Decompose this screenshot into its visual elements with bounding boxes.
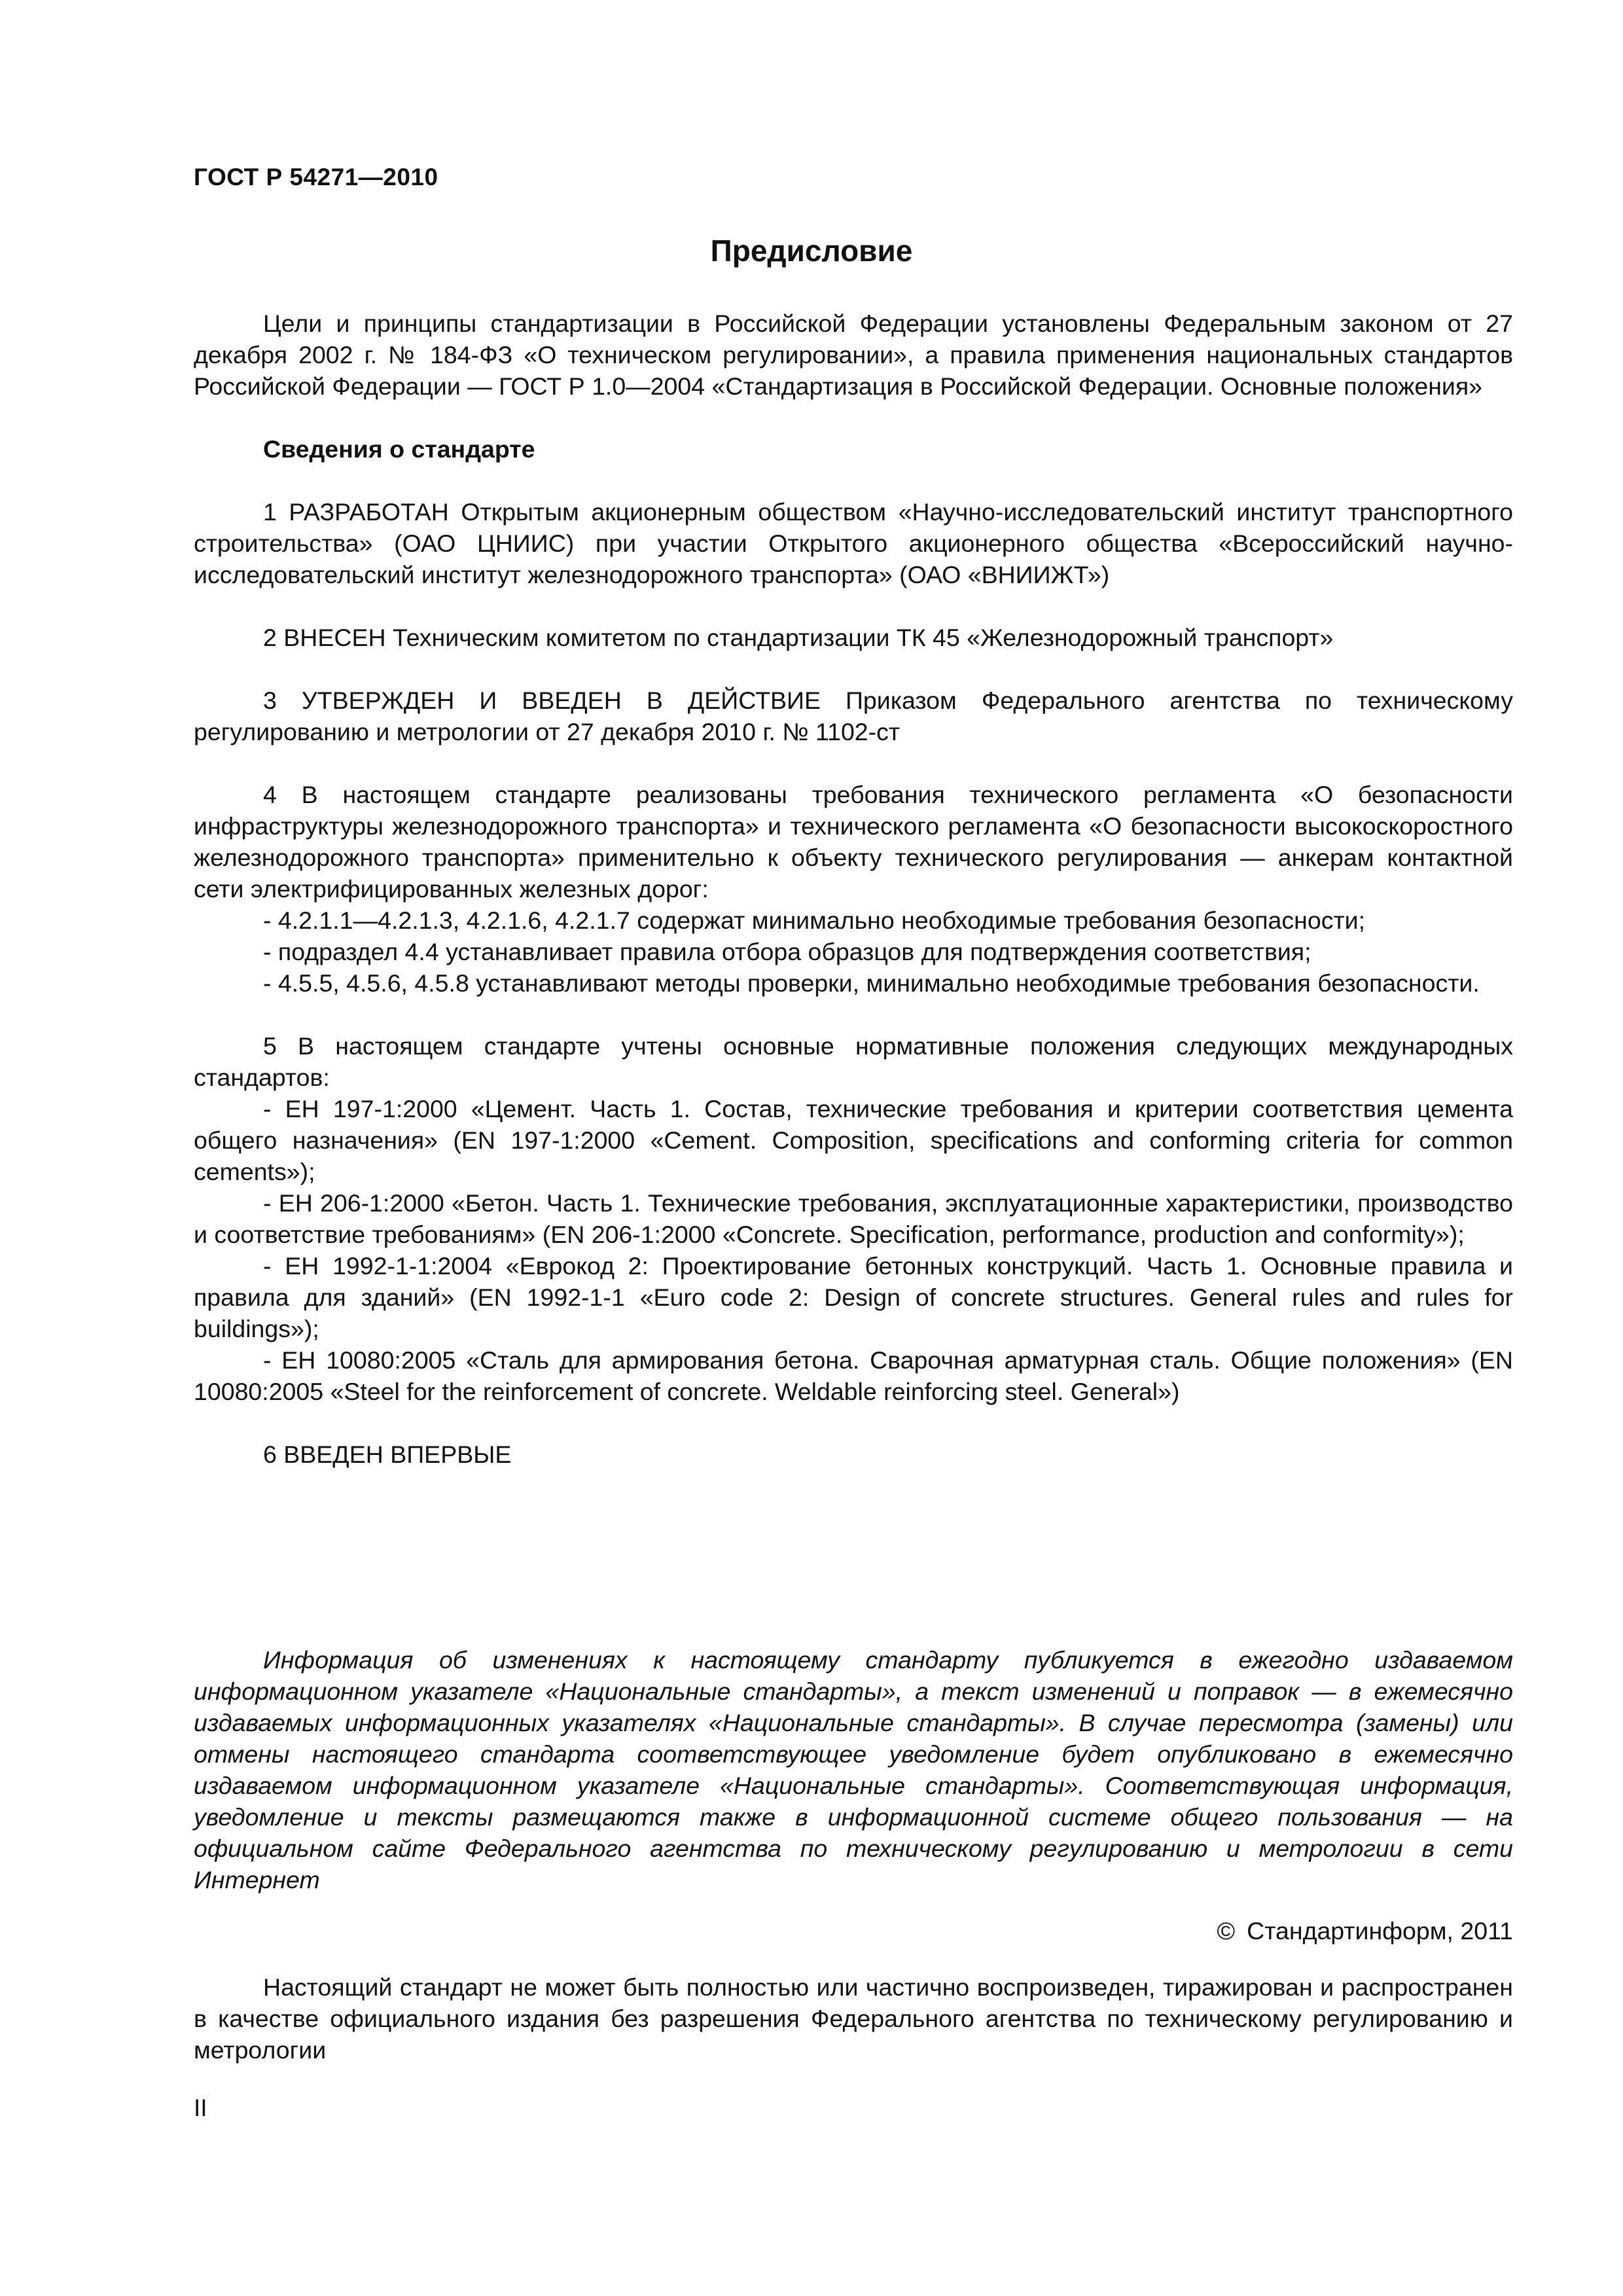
item-5-paragraph: 5 В настоящем стандарте учтены основные нормативные положения следующих международных стандартов: (194, 1032, 1513, 1091)
copyright-line (1217, 1915, 1513, 1946)
item-5-sub-3: - ЕН 1992-1-1:2004 «Еврокод 2: Проектирование бетонных конструкций. Часть 1. Основные правила и правила для зданий» (EN 1992-1-1 «Euro code 2: Design of concrete structures. General rules and rules for buildings»); (194, 1252, 1513, 1342)
item-4-paragraph: 4 В настоящем стандарте реализованы требования технического регламента «О безопасности инфраструктуры железнодорожного транспорта» и технического регламента «О безопасности высокоскоростного железнодорожного транспорта» применительно к объекту технического регулирования — анкерам контактной сети электрифицированных железных дорог: (194, 781, 1513, 903)
copyright-icon: © (1217, 1917, 1236, 1945)
item-1-paragraph: 1 РАЗРАБОТАН Открытым акционерным обществом «Научно-исследовательский институт транспортного строительства» (ОАО ЦНИИС) при участии Открытого акционерного общества «Всероссийский научно-исследовательский институт железнодорожного транспорта» (ОАО «ВНИИЖТ») (194, 498, 1513, 588)
item-4-sub-1: - 4.2.1.1—4.2.1.3, 4.2.1.6, 4.2.1.7 содержат минимально необходимые требования безопасности; (263, 906, 1366, 934)
rights-notice (194, 1971, 1513, 2066)
item-4-sub-2: - подраздел 4.4 устанавливает правила отбора образцов для подтверждения соответствия; (263, 938, 1311, 965)
rights-paragraph: Настоящий стандарт не может быть полностью или частично воспроизведен, тиражирован и распространен в качестве официального издания без разрешения Федерального агентства по техническому регулированию и метрологии (194, 1973, 1513, 2064)
item-6-paragraph: 6 ВВЕДЕН ВПЕРВЫЕ (263, 1441, 512, 1468)
info-heading: Сведения о стандарте (263, 435, 535, 463)
item-4-sub-3: - 4.5.5, 4.5.6, 4.5.8 устанавливают методы проверки, минимально необходимые требования безопасности. (263, 969, 1480, 997)
intro-paragraph: Цели и принципы стандартизации в Российской Федерации установлены Федеральным законом от 27 декабря 2002 г. № 184-ФЗ «О техническом регулировании», а правила применения национальных стандартов Российской Федерации — ГОСТ Р 1.0—2004 «Стандартизация в Российской Федерации. Основные положения» (194, 310, 1513, 400)
item-3-paragraph: 3 УТВЕРЖДЕН И ВВЕДЕН В ДЕЙСТВИЕ Приказом Федерального агентства по техническому регулированию и метрологии от 27 декабря 2010 г. № 1102-ст (194, 687, 1513, 745)
changes-notice (194, 1644, 1513, 1895)
page-number: II (194, 2094, 207, 2121)
item-5-sub-1: - ЕН 197-1:2000 «Цемент. Часть 1. Состав, технические требования и критерии соответствия цемента общего назначения» (EN 197-1:2000 «Cement. Composition, specifications and conforming criteria for common cements»); (194, 1095, 1513, 1185)
preface-body (194, 308, 1513, 1470)
item-5-sub-2: - ЕН 206-1:2000 «Бетон. Часть 1. Технические требования, эксплуатационные характеристики, производство и соответствие требованиям» (EN 206-1:2000 «Concrete. Specification, performance, production and conformity»); (194, 1189, 1513, 1248)
notice-paragraph: Информация об изменениях к настоящему стандарту публикуется в ежегодно издаваемом информационном указателе «Национальные стандарты», а текст изменений и поправок — в ежемесячно издаваемых информационных указателях «Национальные стандарты». В случае пересмотра (замены) или отмены настоящего стандарта соответствующее уведомление будет опубликовано в ежемесячно издаваемом информационном указателе «Национальные стандарты». Соответствующая информация, уведомление и тексты размещаются также в информационной системе общего пользования — на официальном сайте Федерального агентства по техническому регулированию и метрологии в сети Интернет (194, 1646, 1513, 1893)
page-title: Предисловие (710, 234, 913, 268)
copyright-text: Стандартинформ, 2011 (1247, 1917, 1513, 1945)
document-id: ГОСТ Р 54271—2010 (194, 164, 438, 190)
item-5-sub-4: - ЕН 10080:2005 «Сталь для армирования бетона. Сварочная арматурная сталь. Общие положения» (EN 10080:2005 «Steel for the reinforcement of concrete. Weldable reinforcing steel. General») (194, 1346, 1513, 1405)
item-2-paragraph: 2 ВНЕСЕН Техническим комитетом по стандартизации ТК 45 «Железнодорожный транспорт» (263, 624, 1334, 651)
